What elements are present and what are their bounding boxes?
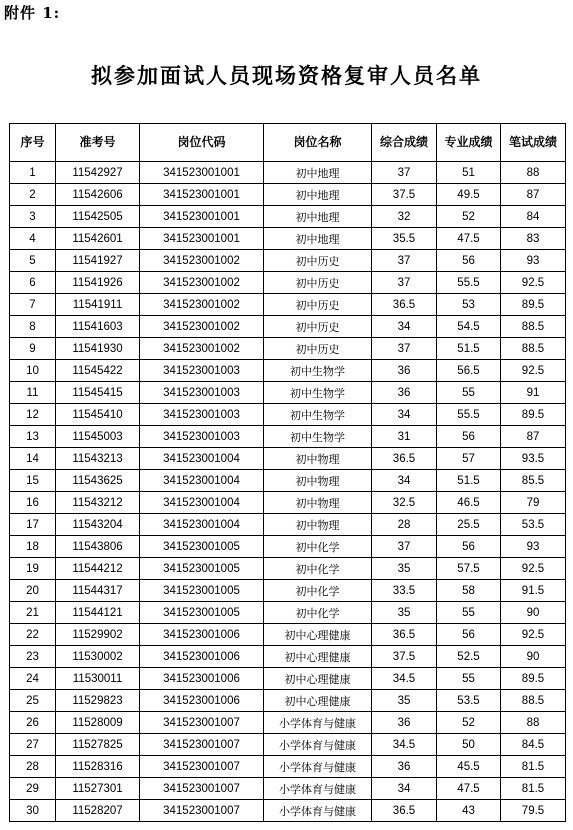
cell-exam-number: 11541911	[56, 294, 140, 316]
cell-seq: 4	[10, 228, 56, 250]
cell-seq: 28	[10, 756, 56, 778]
cell-seq: 1	[10, 162, 56, 184]
cell-exam-number: 11543625	[56, 470, 140, 492]
cell-professional-score: 57.5	[437, 558, 501, 580]
cell-comprehensive-score: 34.5	[372, 668, 437, 690]
candidate-table	[9, 123, 566, 822]
cell-written-score: 81.5	[501, 756, 566, 778]
cell-seq: 10	[10, 360, 56, 382]
cell-professional-score: 47.5	[437, 228, 501, 250]
cell-comprehensive-score: 37.5	[372, 646, 437, 668]
cell-position-name: 初中化学	[264, 536, 372, 558]
cell-written-score: 88	[501, 162, 566, 184]
cell-comprehensive-score: 36	[372, 382, 437, 404]
cell-written-score: 81.5	[501, 778, 566, 800]
cell-position-code: 341523001002	[140, 294, 264, 316]
cell-position-code: 341523001007	[140, 800, 264, 822]
cell-written-score: 93	[501, 536, 566, 558]
table-row	[10, 536, 566, 558]
table-row	[10, 800, 566, 822]
cell-written-score: 85.5	[501, 470, 566, 492]
cell-position-code: 341523001007	[140, 756, 264, 778]
cell-professional-score: 55.5	[437, 404, 501, 426]
cell-comprehensive-score: 28	[372, 514, 437, 536]
cell-professional-score: 56	[437, 536, 501, 558]
cell-comprehensive-score: 33.5	[372, 580, 437, 602]
cell-exam-number: 11543212	[56, 492, 140, 514]
table-row	[10, 646, 566, 668]
table-row	[10, 470, 566, 492]
cell-written-score: 91.5	[501, 580, 566, 602]
cell-written-score: 84.5	[501, 734, 566, 756]
cell-exam-number: 11545415	[56, 382, 140, 404]
cell-written-score: 79.5	[501, 800, 566, 822]
cell-written-score: 88.5	[501, 690, 566, 712]
cell-exam-number: 11543806	[56, 536, 140, 558]
cell-written-score: 90	[501, 602, 566, 624]
cell-exam-number: 11528009	[56, 712, 140, 734]
cell-position-code: 341523001005	[140, 580, 264, 602]
cell-position-name: 初中物理	[264, 448, 372, 470]
cell-exam-number: 11544212	[56, 558, 140, 580]
cell-position-name: 初中心理健康	[264, 690, 372, 712]
cell-comprehensive-score: 36.5	[372, 294, 437, 316]
cell-written-score: 92.5	[501, 360, 566, 382]
cell-position-name: 小学体育与健康	[264, 712, 372, 734]
cell-seq: 12	[10, 404, 56, 426]
cell-written-score: 92.5	[501, 558, 566, 580]
table-row	[10, 294, 566, 316]
cell-comprehensive-score: 34	[372, 470, 437, 492]
cell-position-name: 初中物理	[264, 514, 372, 536]
cell-professional-score: 58	[437, 580, 501, 602]
cell-professional-score: 53.5	[437, 690, 501, 712]
cell-position-code: 341523001004	[140, 470, 264, 492]
cell-seq: 6	[10, 272, 56, 294]
table-row	[10, 404, 566, 426]
cell-written-score: 90	[501, 646, 566, 668]
cell-comprehensive-score: 34	[372, 404, 437, 426]
cell-written-score: 89.5	[501, 404, 566, 426]
cell-written-score: 79	[501, 492, 566, 514]
cell-position-name: 初中心理健康	[264, 646, 372, 668]
cell-seq: 5	[10, 250, 56, 272]
cell-professional-score: 52	[437, 712, 501, 734]
cell-seq: 13	[10, 426, 56, 448]
cell-seq: 29	[10, 778, 56, 800]
cell-position-code: 341523001001	[140, 184, 264, 206]
cell-position-name: 初中历史	[264, 272, 372, 294]
cell-exam-number: 11530011	[56, 668, 140, 690]
cell-professional-score: 57	[437, 448, 501, 470]
cell-exam-number: 11542606	[56, 184, 140, 206]
cell-exam-number: 11545422	[56, 360, 140, 382]
cell-position-code: 341523001002	[140, 338, 264, 360]
header-comprehensive-score: 综合成绩	[372, 124, 437, 162]
cell-written-score: 88.5	[501, 338, 566, 360]
table-row	[10, 206, 566, 228]
cell-position-name: 初中地理	[264, 206, 372, 228]
cell-written-score: 53.5	[501, 514, 566, 536]
cell-comprehensive-score: 37.5	[372, 184, 437, 206]
cell-position-code: 341523001001	[140, 206, 264, 228]
cell-position-code: 341523001006	[140, 646, 264, 668]
cell-professional-score: 51	[437, 162, 501, 184]
cell-comprehensive-score: 36.5	[372, 624, 437, 646]
cell-professional-score: 43	[437, 800, 501, 822]
table-row	[10, 316, 566, 338]
cell-professional-score: 51.5	[437, 338, 501, 360]
cell-seq: 7	[10, 294, 56, 316]
table-row	[10, 580, 566, 602]
cell-exam-number: 11541927	[56, 250, 140, 272]
cell-comprehensive-score: 34	[372, 778, 437, 800]
cell-position-name: 初中物理	[264, 492, 372, 514]
table-row	[10, 602, 566, 624]
cell-professional-score: 56.5	[437, 360, 501, 382]
cell-position-code: 341523001006	[140, 668, 264, 690]
cell-position-name: 初中生物学	[264, 360, 372, 382]
cell-seq: 9	[10, 338, 56, 360]
cell-professional-score: 55	[437, 602, 501, 624]
cell-exam-number: 11545410	[56, 404, 140, 426]
cell-position-code: 341523001006	[140, 690, 264, 712]
cell-professional-score: 25.5	[437, 514, 501, 536]
cell-professional-score: 45.5	[437, 756, 501, 778]
cell-seq: 21	[10, 602, 56, 624]
cell-professional-score: 52	[437, 206, 501, 228]
table-row	[10, 184, 566, 206]
cell-written-score: 87	[501, 184, 566, 206]
cell-position-name: 初中地理	[264, 228, 372, 250]
cell-position-code: 341523001007	[140, 712, 264, 734]
header-exam-number: 准考号	[56, 124, 140, 162]
cell-position-code: 341523001001	[140, 162, 264, 184]
cell-position-name: 初中历史	[264, 338, 372, 360]
cell-seq: 24	[10, 668, 56, 690]
cell-professional-score: 49.5	[437, 184, 501, 206]
cell-comprehensive-score: 34	[372, 316, 437, 338]
cell-position-code: 341523001005	[140, 558, 264, 580]
table-row	[10, 448, 566, 470]
cell-comprehensive-score: 37	[372, 338, 437, 360]
cell-position-name: 初中历史	[264, 316, 372, 338]
cell-comprehensive-score: 37	[372, 272, 437, 294]
cell-written-score: 83	[501, 228, 566, 250]
cell-seq: 25	[10, 690, 56, 712]
cell-written-score: 84	[501, 206, 566, 228]
cell-position-name: 初中心理健康	[264, 668, 372, 690]
cell-written-score: 89.5	[501, 294, 566, 316]
header-professional-score: 专业成绩	[437, 124, 501, 162]
cell-position-name: 初中历史	[264, 294, 372, 316]
cell-seq: 26	[10, 712, 56, 734]
cell-seq: 15	[10, 470, 56, 492]
table-row	[10, 382, 566, 404]
table-row	[10, 492, 566, 514]
header-position-name: 岗位名称	[264, 124, 372, 162]
table-row	[10, 624, 566, 646]
cell-exam-number: 11543213	[56, 448, 140, 470]
cell-position-name: 小学体育与健康	[264, 778, 372, 800]
cell-professional-score: 53	[437, 294, 501, 316]
table-row	[10, 514, 566, 536]
cell-exam-number: 11530002	[56, 646, 140, 668]
cell-written-score: 88	[501, 712, 566, 734]
cell-exam-number: 11545003	[56, 426, 140, 448]
cell-professional-score: 47.5	[437, 778, 501, 800]
cell-seq: 16	[10, 492, 56, 514]
cell-position-code: 341523001003	[140, 404, 264, 426]
attachment-label: 附件 1:	[4, 4, 61, 22]
cell-professional-score: 50	[437, 734, 501, 756]
cell-position-name: 初中化学	[264, 602, 372, 624]
cell-seq: 19	[10, 558, 56, 580]
table-row	[10, 668, 566, 690]
cell-comprehensive-score: 35	[372, 558, 437, 580]
cell-position-code: 341523001004	[140, 448, 264, 470]
cell-professional-score: 51.5	[437, 470, 501, 492]
cell-exam-number: 11529823	[56, 690, 140, 712]
cell-position-code: 341523001007	[140, 778, 264, 800]
table-row	[10, 558, 566, 580]
table-row	[10, 712, 566, 734]
cell-exam-number: 11542927	[56, 162, 140, 184]
header-seq: 序号	[10, 124, 56, 162]
cell-exam-number: 11544121	[56, 602, 140, 624]
cell-exam-number: 11541930	[56, 338, 140, 360]
cell-professional-score: 55	[437, 382, 501, 404]
cell-written-score: 92.5	[501, 272, 566, 294]
cell-comprehensive-score: 36	[372, 756, 437, 778]
cell-written-score: 93	[501, 250, 566, 272]
cell-position-name: 初中物理	[264, 470, 372, 492]
cell-position-code: 341523001002	[140, 316, 264, 338]
cell-position-code: 341523001002	[140, 272, 264, 294]
cell-position-name: 初中化学	[264, 580, 372, 602]
cell-position-code: 341523001002	[140, 250, 264, 272]
cell-position-code: 341523001006	[140, 624, 264, 646]
cell-exam-number: 11528207	[56, 800, 140, 822]
cell-seq: 20	[10, 580, 56, 602]
cell-seq: 2	[10, 184, 56, 206]
cell-written-score: 87	[501, 426, 566, 448]
cell-position-code: 341523001005	[140, 536, 264, 558]
cell-position-name: 小学体育与健康	[264, 800, 372, 822]
cell-written-score: 88.5	[501, 316, 566, 338]
table-row	[10, 690, 566, 712]
cell-position-code: 341523001003	[140, 426, 264, 448]
cell-comprehensive-score: 35.5	[372, 228, 437, 250]
cell-comprehensive-score: 37	[372, 536, 437, 558]
cell-comprehensive-score: 36	[372, 712, 437, 734]
cell-position-code: 341523001001	[140, 228, 264, 250]
cell-position-code: 341523001003	[140, 360, 264, 382]
cell-comprehensive-score: 37	[372, 250, 437, 272]
table-row	[10, 756, 566, 778]
cell-seq: 8	[10, 316, 56, 338]
cell-position-code: 341523001004	[140, 514, 264, 536]
cell-exam-number: 11543204	[56, 514, 140, 536]
cell-comprehensive-score: 34.5	[372, 734, 437, 756]
header-position-code: 岗位代码	[140, 124, 264, 162]
cell-seq: 18	[10, 536, 56, 558]
cell-seq: 11	[10, 382, 56, 404]
cell-seq: 17	[10, 514, 56, 536]
cell-comprehensive-score: 36.5	[372, 448, 437, 470]
cell-seq: 3	[10, 206, 56, 228]
cell-seq: 22	[10, 624, 56, 646]
cell-position-code: 341523001003	[140, 382, 264, 404]
cell-position-name: 初中地理	[264, 184, 372, 206]
page-title: 拟参加面试人员现场资格复审人员名单	[91, 64, 482, 88]
cell-exam-number: 11544317	[56, 580, 140, 602]
cell-exam-number: 11541603	[56, 316, 140, 338]
cell-position-name: 小学体育与健康	[264, 734, 372, 756]
cell-position-name: 初中地理	[264, 162, 372, 184]
cell-comprehensive-score: 35	[372, 602, 437, 624]
cell-exam-number: 11528316	[56, 756, 140, 778]
cell-exam-number: 11542505	[56, 206, 140, 228]
cell-seq: 14	[10, 448, 56, 470]
cell-seq: 30	[10, 800, 56, 822]
table-row	[10, 250, 566, 272]
cell-professional-score: 56	[437, 250, 501, 272]
cell-position-name: 初中心理健康	[264, 624, 372, 646]
table-row	[10, 778, 566, 800]
cell-position-name: 初中历史	[264, 250, 372, 272]
cell-comprehensive-score: 32	[372, 206, 437, 228]
cell-professional-score: 56	[437, 426, 501, 448]
table-header-row	[10, 124, 566, 162]
cell-professional-score: 52.5	[437, 646, 501, 668]
cell-written-score: 89.5	[501, 668, 566, 690]
cell-professional-score: 56	[437, 624, 501, 646]
cell-position-name: 初中生物学	[264, 382, 372, 404]
cell-written-score: 93.5	[501, 448, 566, 470]
cell-exam-number: 11541926	[56, 272, 140, 294]
cell-comprehensive-score: 32.5	[372, 492, 437, 514]
cell-position-name: 小学体育与健康	[264, 756, 372, 778]
table-row	[10, 360, 566, 382]
cell-exam-number: 11527825	[56, 734, 140, 756]
header-written-score: 笔试成绩	[501, 124, 566, 162]
cell-position-name: 初中化学	[264, 558, 372, 580]
cell-comprehensive-score: 31	[372, 426, 437, 448]
cell-professional-score: 54.5	[437, 316, 501, 338]
cell-position-code: 341523001007	[140, 734, 264, 756]
cell-position-code: 341523001004	[140, 492, 264, 514]
cell-exam-number: 11529902	[56, 624, 140, 646]
cell-exam-number: 11527301	[56, 778, 140, 800]
cell-professional-score: 55.5	[437, 272, 501, 294]
table-row	[10, 734, 566, 756]
cell-seq: 27	[10, 734, 56, 756]
table-row	[10, 338, 566, 360]
cell-comprehensive-score: 37	[372, 162, 437, 184]
cell-comprehensive-score: 36	[372, 360, 437, 382]
cell-seq: 23	[10, 646, 56, 668]
cell-professional-score: 55	[437, 668, 501, 690]
cell-comprehensive-score: 35	[372, 690, 437, 712]
cell-written-score: 91	[501, 382, 566, 404]
cell-comprehensive-score: 36.5	[372, 800, 437, 822]
table-row	[10, 162, 566, 184]
cell-written-score: 92.5	[501, 624, 566, 646]
cell-position-name: 初中生物学	[264, 404, 372, 426]
cell-position-name: 初中生物学	[264, 426, 372, 448]
cell-position-code: 341523001005	[140, 602, 264, 624]
table-row	[10, 426, 566, 448]
cell-exam-number: 11542601	[56, 228, 140, 250]
cell-professional-score: 46.5	[437, 492, 501, 514]
table-row	[10, 272, 566, 294]
table-row	[10, 228, 566, 250]
